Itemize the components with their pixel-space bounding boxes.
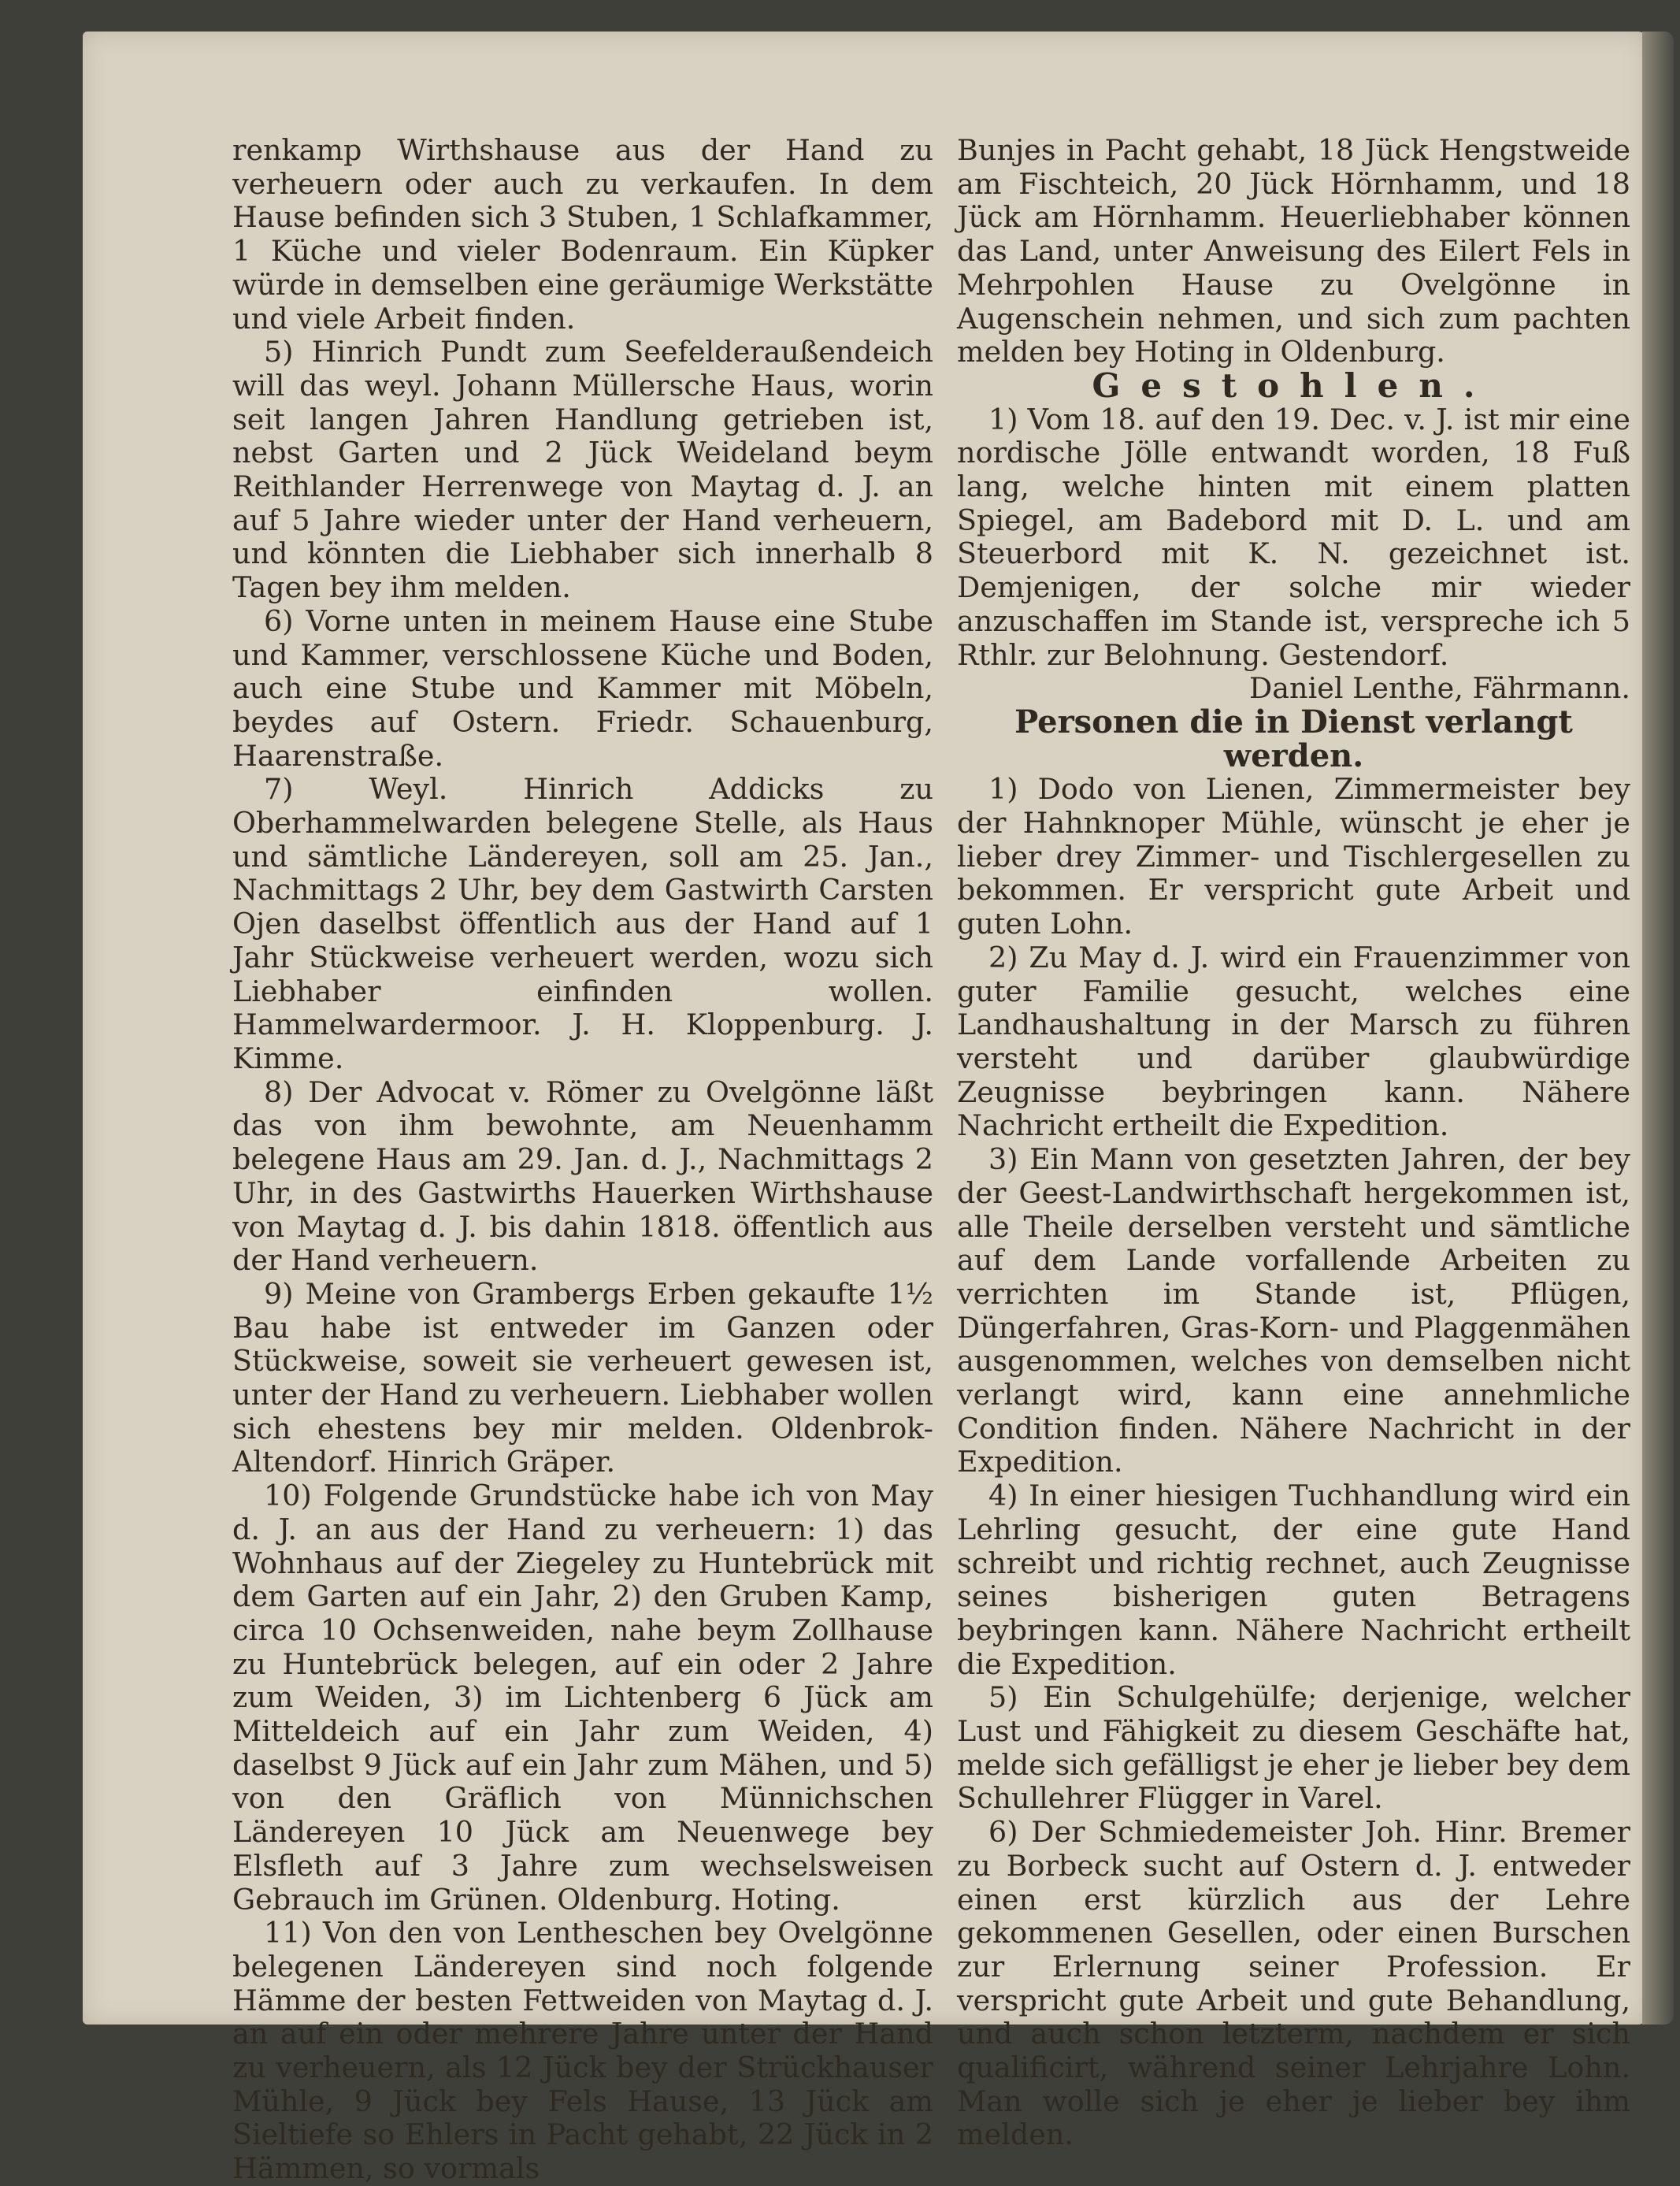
- left-paragraph-2: 6) Vorne unten in meinem Hause eine Stube und Kammer, verschlossene Küche und Boden, auch eine Stube und Kammer mit Möbeln, beydes auf Ostern. Friedr. Schauenburg, Haarenstraße.: [232, 603, 933, 773]
- right-paragraph-10: 6) Der Schmiedemeister Joh. Hinr. Bremer zu Borbeck sucht auf Ostern d. J. entweder einen erst kürzlich aus der Lehre gekommenen Gesellen, oder einen Burschen zur Erlernung seiner Profession. Er verspricht gute Arbeit und gute Behandlung, und auch schon letzterm, nachdem er sich qualificirt, während seiner Lehrjahre Lohn. Man wolle sich je eher je lieber bey ihm melden.: [957, 1815, 1630, 2152]
- left-paragraph-3: 7) Weyl. Hinrich Addicks zu Oberhammelwarden belegene Stelle, als Haus und sämtliche Ländereyen, soll am 25. Jan., Nachmittags 2 Uhr, bey dem Gastwirth Carsten Ojen daselbst öffentlich aus der Hand auf 1 Jahr Stückweise verheuert werden, wozu sich Liebhaber einfinden wollen. Hammelwardermoor. J. H. Kloppenburg. J. Kimme.: [232, 772, 933, 1075]
- right-paragraph-2: 1) Vom 18. auf den 19. Dec. v. J. ist mir eine nordische Jölle entwandt worden, 18 Fuß lang, welche hinten mit einem platten Spiegel, am Badebord mit D. L. und am Steuerbord mit K. N. gezeichnet ist. Demjenigen, der solche mir wieder anzuschaffen im Stande ist, verspreche ich 5 Rthlr. zur Belohnung. Gestendorf.: [957, 402, 1630, 672]
- left-column: [232, 134, 933, 2186]
- right-paragraph-9: 5) Ein Schulgehülfe; derjenige, welcher Lust und Fähigkeit zu diesem Geschäfte hat, melde sich gefälligst je eher je lieber bey dem Schullehrer Flügger in Varel.: [957, 1680, 1630, 1816]
- right-paragraph-8: 4) In einer hiesigen Tuchhandlung wird ein Lehrling gesucht, der eine gute Hand schreibt und richtig rechnet, auch Zeugnisse seines bisherigen guten Betragens beybringen kann. Nähere Nachricht ertheilt die Expedition.: [957, 1479, 1630, 1681]
- right-paragraph-5: 1) Dodo von Lienen, Zimmermeister bey der Hahnknoper Mühle, wünscht je eher je lieber drey Zimmer- und Tischlergesellen zu bekommen. Er verspricht gute Arbeit und guten Lohn.: [957, 772, 1630, 941]
- left-paragraph-7: 11) Von den von Lentheschen bey Ovelgönne belegenen Ländereyen sind noch folgende Hämme der besten Fettweiden von Maytag d. J. an auf ein oder mehrere Jahre unter der Hand zu verheuern, als 12 Jück bey der Strückhauser Mühle, 9 Jück bey Fels Hause, 13 Jück am Sieltiefe so Ehlers in Pacht gehabt, 22 Jück in 2 Hämmen, so vormals: [232, 1916, 933, 2186]
- left-paragraph-1: 5) Hinrich Pundt zum Seefelderaußendeich will das weyl. Johann Müllersche Haus, worin seit langen Jahren Handlung getrieben ist, nebst Garten und 2 Jück Weideland beym Reithlander Herrenwege von Maytag d. J. an auf 5 Jahre wieder unter der Hand verheuern, und könnten die Liebhaber sich innerhalb 8 Tagen bey ihm melden.: [232, 335, 933, 605]
- left-paragraph-5: 9) Meine von Grambergs Erben gekaufte 1½ Bau habe ist entweder im Ganzen oder Stückweise, soweit sie verheuert gewesen ist, unter der Hand zu verheuern. Liebhaber wollen sich ehestens bey mir melden. Oldenbrok-Altendorf. Hinrich Gräper.: [232, 1276, 933, 1479]
- left-paragraph-0: renkamp Wirthshause aus der Hand zu verheuern oder auch zu verkaufen. In dem Hause befinden sich 3 Stuben, 1 Schlafkammer, 1 Küche und vieler Bodenraum. Ein Küpker würde in demselben eine geräumige Werkstätte und viele Arbeit finden.: [232, 133, 933, 336]
- right-paragraph-7: 3) Ein Mann von gesetzten Jahren, der bey der Geest-Landwirthschaft hergekommen ist, alle Theile derselben versteht und sämtliche auf dem Lande vorfallende Arbeiten zu verrichten im Stande ist, Pflügen, Düngerfahren, Gras-Korn- und Plaggenmähen ausgenommen, welches von demselben nicht verlangt wird, kann eine annehmliche Condition finden. Nähere Nachricht in der Expedition.: [957, 1142, 1630, 1479]
- section-heading-gestohlen: Gestohlen.: [1092, 366, 1496, 405]
- right-paragraph-0: Bunjes in Pacht gehabt, 18 Jück Hengstweide am Fischteich, 20 Jück Hörnhamm, und 18 Jück am Hörnhamm. Heuerliebhaber können das Land, unter Anweisung des Eilert Fels in Mehrpohlen Hause zu Ovelgönne in Augenschein nehmen, und sich zum pachten melden bey Hoting in Oldenburg.: [957, 133, 1630, 369]
- right-column: [957, 134, 1630, 2152]
- right-paragraph-6: 2) Zu May d. J. wird ein Frauenzimmer von guter Familie gesucht, welches eine Landhaushaltung in der Marsch zu führen versteht und darüber glaubwürdige Zeugnisse beybringen kann. Nähere Nachricht ertheilt die Expedition.: [957, 940, 1630, 1143]
- signature: Daniel Lenthe, Fährmann.: [1249, 671, 1630, 706]
- left-paragraph-4: 8) Der Advocat v. Römer zu Ovelgönne läßt das von ihm bewohnte, am Neuenhamm belegene Haus am 29. Jan. d. J., Nachmittags 2 Uhr, in des Gastwirths Hauerken Wirthshause von Maytag d. J. bis dahin 1818. öffentlich aus der Hand verheuern.: [232, 1074, 933, 1278]
- page-edge: [1642, 32, 1674, 2025]
- left-paragraph-6: 10) Folgende Grundstücke habe ich von May d. J. an aus der Hand zu verheuern: 1) das Wohnhaus auf der Ziegeley zu Huntebrück mit dem Garten auf ein Jahr, 2) den Gruben Kamp, circa 10 Ochsenweiden, nahe beym Zollhause zu Huntebrück belegen, auf ein oder 2 Jahre zum Weiden, 3) im Lichtenberg 6 Jück am Mitteldeich auf ein Jahr zum Weiden, 4) daselbst 9 Jück auf ein Jahr zum Mähen, und 5) von den Gräflich von Münnichschen Ländereyen 10 Jück am Neuenwege bey Elsfleth auf 3 Jahre zum wechselsweisen Gebrauch im Grünen. Oldenburg. Hoting.: [232, 1479, 933, 1917]
- section-heading-personen: Personen die in Dienst verlangt werden.: [1014, 703, 1573, 774]
